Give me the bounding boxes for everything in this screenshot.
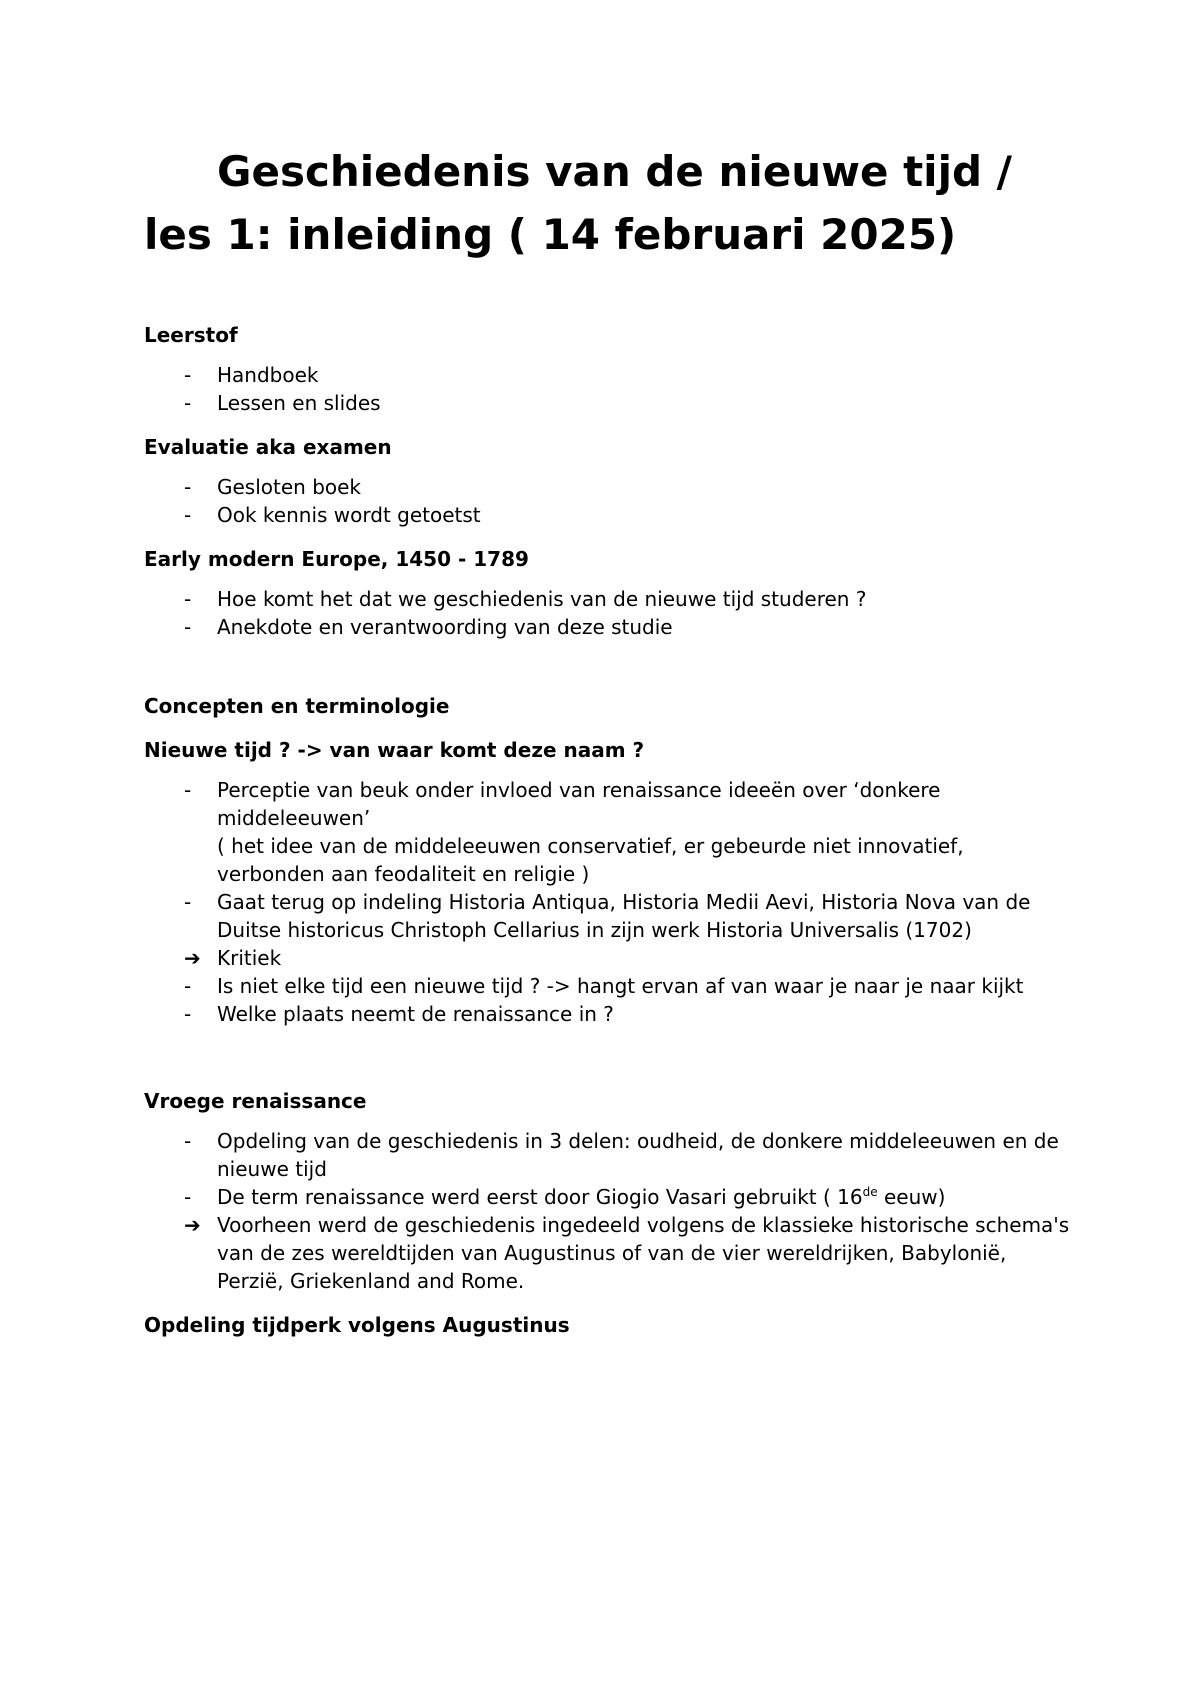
list-item: - Gaat terug op indeling Historia Antiqua, Historia Medii Aevi, Historia Nova van de Duitse historicus Christoph Cellarius in zijn werk Historia Universalis (1702) — [184, 890, 1031, 942]
list-item: ➔ Kritiek — [184, 946, 282, 970]
dash-marker: - — [184, 503, 192, 527]
list-item: - Welke plaats neemt de renaissance in ? — [184, 1002, 614, 1026]
heading-leerstof: Leerstof — [144, 323, 238, 347]
arrow-icon: ➔ — [184, 946, 201, 970]
list-item: - De term renaissance werd eerst door Giogio Vasari gebruikt ( 16de eeuw) — [184, 1185, 946, 1209]
list-item: - Is niet elke tijd een nieuwe tijd ? -> hangt ervan af van waar je naar je naar kijkt — [184, 974, 1024, 998]
heading-nieuwe-tijd: Nieuwe tijd ? -> van waar komt deze naam ? — [144, 738, 645, 762]
superscript: de — [862, 1185, 878, 1199]
dash-marker: - — [184, 1185, 192, 1209]
list-item: - Handboek — [184, 363, 319, 387]
heading-augustinus: Opdeling tijdperk volgens Augustinus — [144, 1313, 570, 1337]
dash-marker: - — [184, 1129, 192, 1153]
dash-marker: - — [184, 974, 192, 998]
dash-marker: - — [184, 587, 192, 611]
heading-vroege-renaissance: Vroege renaissance — [144, 1089, 367, 1113]
list-leerstof — [144, 361, 1074, 417]
dash-marker: - — [184, 1002, 192, 1026]
list-item: - Gesloten boek — [184, 475, 362, 499]
dash-marker: - — [184, 475, 192, 499]
document-page — [144, 140, 1074, 1339]
list-item: - Hoe komt het dat we geschiedenis van de nieuwe tijd studeren ? — [184, 587, 867, 611]
list-evaluatie — [144, 473, 1074, 529]
list-item: ➔ Voorheen werd de geschiedenis ingedeeld volgens de klassieke historische schema's van de zes wereldtijden van Augustinus of van de vier wereldrijken, Babylonië, Perzië, Griekenland and Rome. — [184, 1213, 1070, 1293]
heading-concepten: Concepten en terminologie — [144, 694, 450, 718]
dash-marker: - — [184, 778, 192, 802]
arrow-icon: ➔ — [184, 1213, 201, 1237]
list-item: - Perceptie van beuk onder invloed van renaissance ideeën over ‘donkere middeleeuwen’ ( het idee van de middeleeuwen conservatief, er gebeurde niet innovatief, verbonden aan feodaliteit en religie ) — [184, 778, 964, 886]
list-early-modern — [144, 585, 1074, 641]
list-item: - Ook kennis wordt getoetst — [184, 503, 481, 527]
list-item: - Opdeling van de geschiedenis in 3 delen: oudheid, de donkere middeleeuwen en de nieuwe tijd — [184, 1129, 1059, 1181]
dash-marker: - — [184, 391, 192, 415]
list-item: - Anekdote en verantwoording van deze studie — [184, 615, 673, 639]
document-title: Geschiedenis van de nieuwe tijd / les 1: inleiding ( 14 februari 2025) — [144, 147, 1013, 259]
dash-marker: - — [184, 890, 192, 914]
list-nieuwe-tijd — [144, 776, 1074, 1028]
dash-marker: - — [184, 363, 192, 387]
list-vroege-renaissance — [144, 1127, 1074, 1295]
heading-early-modern: Early modern Europe, 1450 - 1789 — [144, 547, 529, 571]
dash-marker: - — [184, 615, 192, 639]
heading-evaluatie: Evaluatie aka examen — [144, 435, 392, 459]
list-item: - Lessen en slides — [184, 391, 381, 415]
